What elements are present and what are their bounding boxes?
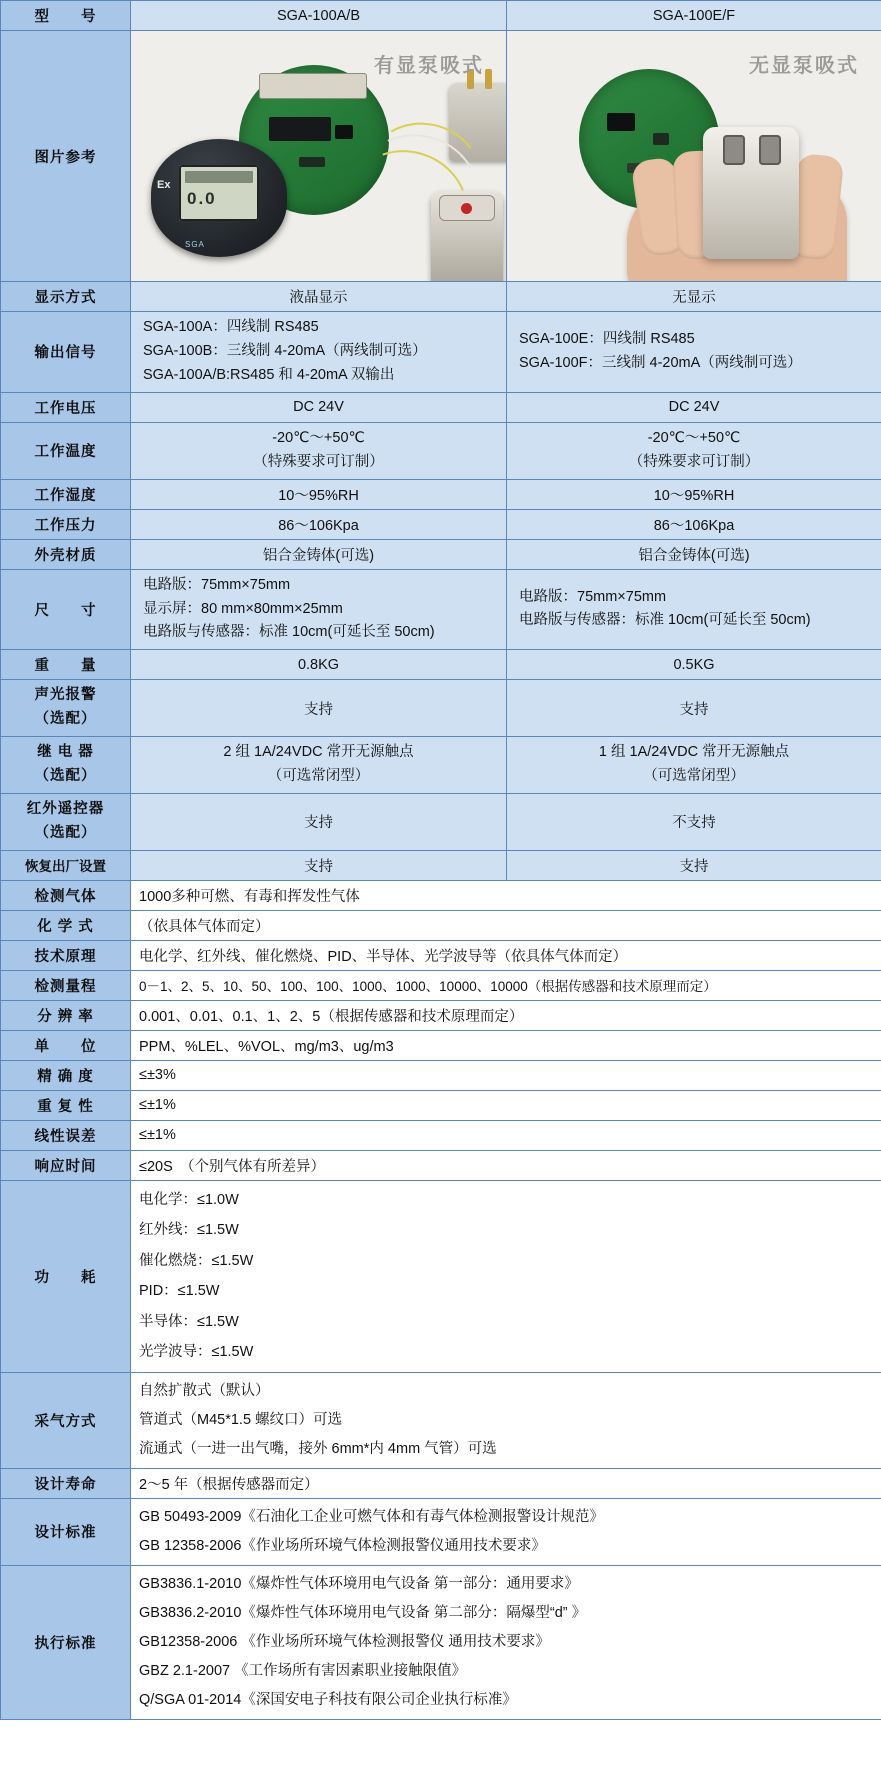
principle-value: 电化学、红外线、催化燃烧、PID、半导体、光学波导等（依具体气体而定） <box>131 940 881 970</box>
row-label-lifespan: 设计寿命 <box>1 1468 131 1498</box>
sampling-line2: 管道式（M45*1.5 螺纹口）可选 <box>139 1411 343 1428</box>
row-label-housing: 外壳材质 <box>1 539 131 569</box>
power-line5: 半导体：≤1.5W <box>139 1313 239 1330</box>
remote-e-f: 不支持 <box>507 794 881 851</box>
housing-e-f: 铝合金铸体(可选) <box>507 539 881 569</box>
voltage-e-f: DC 24V <box>507 392 881 422</box>
temperature-e-f <box>507 422 881 479</box>
row-label-factory-reset: 恢复出厂设置 <box>1 850 131 880</box>
table-row-resolution <box>1 1000 881 1030</box>
row-label-power: 功 耗 <box>1 1180 131 1372</box>
row-label-humidity: 工作湿度 <box>1 479 131 509</box>
output-e-f <box>507 312 881 393</box>
alarm-a-b: 支持 <box>131 680 507 737</box>
table-row-weight <box>1 650 881 680</box>
relay-e-f-line1: 1 组 1A/24VDC 常开无源触点 <box>598 744 790 761</box>
row-label-gas-type: 检测气体 <box>1 880 131 910</box>
photo-cell-right <box>507 31 881 282</box>
row-label-relay-line1: 继 电 器 <box>37 744 94 761</box>
humidity-e-f: 10～95%RH <box>507 479 881 509</box>
table-row-range <box>1 970 881 1000</box>
table-row-photo <box>1 31 881 282</box>
row-label-remote-line2: （选配） <box>34 824 97 841</box>
response-time-value: ≤20S （个别气体有所差异） <box>131 1150 881 1180</box>
accuracy-value: ≤±3% <box>131 1060 881 1090</box>
row-label-formula: 化 学 式 <box>1 910 131 940</box>
display-a-b: 液晶显示 <box>131 282 507 312</box>
table-row-temperature <box>1 422 881 479</box>
dimensions-a-b-line3: 电路版与传感器：标准 10cm(可延长至 50cm) <box>143 624 435 641</box>
exec-standard-line1: GB3836.1-2010《爆炸性气体环境用电气设备 第一部分：通用要求》 <box>139 1575 579 1592</box>
exec-standard-line5: Q/SGA 01-2014《深国安电子科技有限公司企业执行标准》 <box>139 1691 517 1708</box>
exec-standard-line2: GB3836.2-2010《爆炸性气体环境用电气设备 第二部分：隔爆型“d” 》 <box>139 1604 587 1621</box>
formula-value: （依具体气体而定） <box>131 910 881 940</box>
row-label-sampling: 采气方式 <box>1 1372 131 1468</box>
row-label-remote-line1: 红外遥控器 <box>26 801 105 818</box>
dimensions-e-f-line2: 电路版与传感器：标准 10cm(可延长至 50cm) <box>519 612 811 629</box>
row-label-temperature: 工作温度 <box>1 422 131 479</box>
table-row-design-standard <box>1 1498 881 1565</box>
relay-a-b <box>131 737 507 794</box>
row-label-resolution: 分 辨 率 <box>1 1000 131 1030</box>
design-standard-line2: GB 12358-2006《作业场所环境气体检测报警仪通用技术要求》 <box>139 1537 546 1554</box>
table-row-pressure <box>1 509 881 539</box>
photo-cell-left <box>131 31 507 282</box>
relay-e-f <box>507 737 881 794</box>
power-line2: 红外线：≤1.5W <box>139 1222 239 1239</box>
table-row-factory-reset <box>1 850 881 880</box>
table-row-dimensions <box>1 569 881 650</box>
table-row-lifespan <box>1 1468 881 1498</box>
linearity-value: ≤±1% <box>131 1120 881 1150</box>
range-value: 0－1、2、5、10、50、100、100、1000、1000、10000、10000（根据传感器和技术原理而定） <box>131 970 881 1000</box>
table-row-alarm <box>1 680 881 737</box>
table-row-response-time <box>1 1150 881 1180</box>
resolution-value: 0.001、0.01、0.1、1、2、5（根据传感器和技术原理而定） <box>131 1000 881 1030</box>
row-label-dimensions: 尺 寸 <box>1 569 131 650</box>
output-a-b-line1: SGA-100A：四线制 RS485 <box>143 319 319 335</box>
weight-a-b: 0.8KG <box>131 650 507 680</box>
table-row-repeatability <box>1 1090 881 1120</box>
display-e-f: 无显示 <box>507 282 881 312</box>
table-row-display <box>1 282 881 312</box>
sensor-probe-3-icon <box>703 127 799 259</box>
voltage-a-b: DC 24V <box>131 392 507 422</box>
remote-a-b: 支持 <box>131 794 507 851</box>
output-e-f-line1: SGA-100E：四线制 RS485 <box>519 330 695 347</box>
factory-reset-e-f: 支持 <box>507 850 881 880</box>
lcd-screen-icon: 0.0 <box>179 165 259 221</box>
relay-a-b-line2: （可选常闭型） <box>267 768 370 785</box>
dimensions-a-b-line2: 显示屏：80 mm×80mm×25mm <box>143 600 343 617</box>
display-meter-icon: 0.0 Ex SGA <box>151 139 287 257</box>
design-standard-line1: GB 50493-2009《石油化工企业可燃气体和有毒气体检测报警设计规范》 <box>139 1508 604 1525</box>
exec-standard-line3: GB12358-2006 《作业场所环境气体检测报警仪 通用技术要求》 <box>139 1633 550 1650</box>
power-line3: 催化燃烧：≤1.5W <box>139 1252 254 1269</box>
row-label-alarm-line2: （选配） <box>34 711 97 728</box>
row-label-pressure: 工作压力 <box>1 509 131 539</box>
table-row-remote <box>1 794 881 851</box>
temperature-a-b-line2: （特殊要求可订制） <box>253 453 384 470</box>
photo-tag-left: 有显泵吸式 <box>374 55 484 77</box>
relay-a-b-line1: 2 组 1A/24VDC 常开无源触点 <box>223 744 414 761</box>
repeatability-value: ≤±1% <box>131 1090 881 1120</box>
lifespan-value: 2～5 年（根据传感器而定） <box>131 1468 881 1498</box>
row-label-response-time: 响应时间 <box>1 1150 131 1180</box>
dimensions-e-f-line1: 电路版：75mm×75mm <box>519 588 667 605</box>
gas-type-value: 1000多种可燃、有毒和挥发性气体 <box>131 880 881 910</box>
row-label-relay <box>1 737 131 794</box>
table-row-output <box>1 312 881 393</box>
power-values <box>131 1180 881 1372</box>
table-row-humidity <box>1 479 881 509</box>
output-a-b <box>131 312 507 393</box>
product-photo-a-b <box>131 31 506 281</box>
temperature-e-f-line1: -20℃～+50℃ <box>647 429 741 446</box>
temperature-e-f-line2: （特殊要求可订制） <box>628 453 760 470</box>
row-label-range: 检测量程 <box>1 970 131 1000</box>
sampling-line1: 自然扩散式（默认） <box>139 1382 270 1399</box>
model-a-b: SGA-100A/B <box>131 1 507 31</box>
row-label-linearity: 线性误差 <box>1 1120 131 1150</box>
row-label-display: 显示方式 <box>1 282 131 312</box>
row-label-remote <box>1 794 131 851</box>
table-row-voltage <box>1 392 881 422</box>
output-a-b-line2: SGA-100B：三线制 4-20mA（两线制可选） <box>143 342 427 359</box>
housing-a-b: 铝合金铸体(可选) <box>131 539 507 569</box>
humidity-a-b: 10～95%RH <box>131 479 507 509</box>
row-label-repeatability: 重 复 性 <box>1 1090 131 1120</box>
table-row-accuracy <box>1 1060 881 1090</box>
row-label-exec-standard: 执行标准 <box>1 1565 131 1719</box>
table-row-principle <box>1 940 881 970</box>
power-line1: 电化学：≤1.0W <box>139 1191 239 1208</box>
table-row-unit <box>1 1030 881 1060</box>
dimensions-a-b-line1: 电路版：75mm×75mm <box>143 576 291 593</box>
temperature-a-b <box>131 422 507 479</box>
row-label-design-standard: 设计标准 <box>1 1498 131 1565</box>
table-row-gas-type <box>1 880 881 910</box>
table-row-exec-standard <box>1 1565 881 1719</box>
table-row-relay <box>1 737 881 794</box>
row-label-accuracy: 精 确 度 <box>1 1060 131 1090</box>
table-row-power <box>1 1180 881 1372</box>
weight-e-f: 0.5KG <box>507 650 881 680</box>
row-label-weight: 重 量 <box>1 650 131 680</box>
row-label-principle: 技术原理 <box>1 940 131 970</box>
sampling-line3: 流通式（一进一出气嘴，接外 6mm*内 4mm 气管）可选 <box>139 1440 497 1457</box>
dimensions-a-b <box>131 569 507 650</box>
row-label-output: 输出信号 <box>1 312 131 393</box>
pressure-e-f: 86～106Kpa <box>507 509 881 539</box>
unit-value: PPM、%LEL、%VOL、mg/m3、ug/m3 <box>131 1030 881 1060</box>
table-row-housing <box>1 539 881 569</box>
alarm-e-f: 支持 <box>507 680 881 737</box>
exec-standard-line4: GBZ 2.1-2007 《工作场所有害因素职业接触限值》 <box>139 1662 467 1679</box>
relay-e-f-line2: （可选常闭型） <box>643 768 745 785</box>
photo-tag-right: 无显泵吸式 <box>749 55 859 77</box>
model-e-f: SGA-100E/F <box>507 1 881 31</box>
row-label-relay-line2: （选配） <box>34 768 97 785</box>
output-e-f-line2: SGA-100F：三线制 4-20mA（两线制可选） <box>519 354 802 371</box>
row-label-photo: 图片参考 <box>1 31 131 282</box>
row-label-unit: 单 位 <box>1 1030 131 1060</box>
table-row-formula <box>1 910 881 940</box>
factory-reset-a-b: 支持 <box>131 850 507 880</box>
output-a-b-line3: SGA-100A/B:RS485 和 4-20mA 双输出 <box>143 366 395 383</box>
table-row-sampling <box>1 1372 881 1468</box>
exec-standard-values <box>131 1565 881 1719</box>
row-label-model: 型 号 <box>1 1 131 31</box>
row-label-alarm-line1: 声光报警 <box>34 687 97 704</box>
row-label-alarm <box>1 680 131 737</box>
pressure-a-b: 86～106Kpa <box>131 509 507 539</box>
design-standard-values <box>131 1498 881 1565</box>
power-line6: 光学波导：≤1.5W <box>139 1344 254 1361</box>
dimensions-e-f <box>507 569 881 650</box>
table-row-linearity <box>1 1120 881 1150</box>
power-line4: PID：≤1.5W <box>139 1283 220 1300</box>
row-label-voltage: 工作电压 <box>1 392 131 422</box>
temperature-a-b-line1: -20℃～+50℃ <box>272 429 365 446</box>
table-row-header <box>1 1 881 31</box>
sampling-values <box>131 1372 881 1468</box>
product-photo-e-f <box>507 31 881 281</box>
